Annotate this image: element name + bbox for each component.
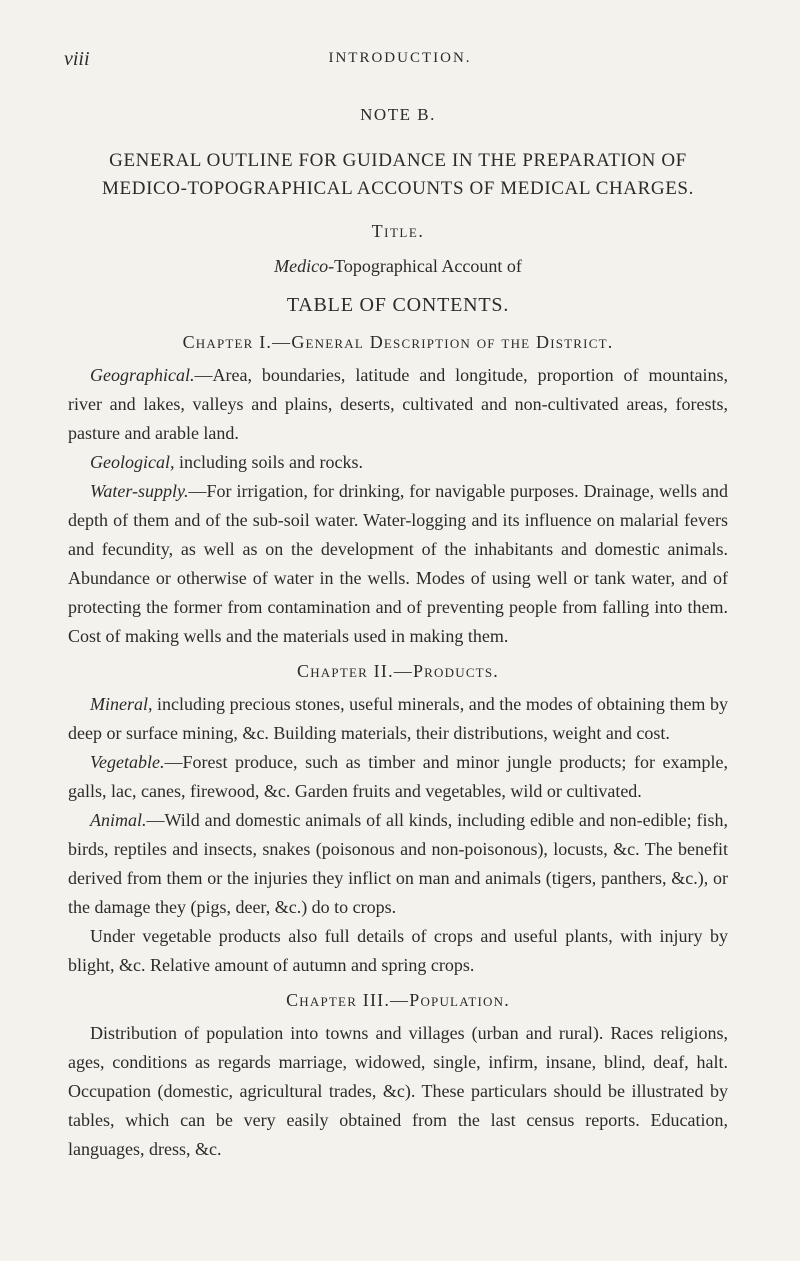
paragraph-text: including precious stones, useful minerals, and the modes of obtaining them by deep or surface mining, &c. Building materials, their distributions, weight and cost.: [68, 694, 728, 743]
chapter-heading: Chapter II.—Products.: [297, 661, 499, 681]
paragraph-lead: Animal.: [90, 810, 147, 830]
paragraph-text: —Area, boundaries, latitude and longitude, proportion of mountains, river and lakes, valleys and plains, deserts, cultivated and non-cultivated areas, forests, pasture and arable land.: [68, 365, 728, 443]
title-label: Title.: [371, 221, 425, 241]
table-of-contents-heading: TABLE OF CONTENTS.: [286, 294, 510, 316]
paragraph-lead: Mineral,: [90, 694, 153, 714]
chapter-heading: Chapter I.—General Description of the District.: [182, 332, 614, 352]
subtitle: [68, 252, 728, 281]
paragraph: [68, 477, 728, 651]
paragraph-text: —Forest produce, such as timber and minor jungle products; for example, galls, lac, canes, firewood, &c. Garden fruits and vegetables, wild or cultivated.: [68, 752, 728, 801]
paragraph: [68, 448, 728, 477]
paragraph: [68, 361, 728, 448]
paragraph: [68, 922, 728, 980]
page-body: [68, 100, 728, 1164]
paragraph-text: —Wild and domestic animals of all kinds, including edible and non-edible; fish, birds, reptiles and insects, snakes (poisonous and non-poisonous), locusts, &c. The benefit derived from them or the injuries they inflict on man and animals (tigers, panthers, &c.), or the damage they (pigs, deer, &c.) do to crops.: [68, 810, 728, 917]
paragraph: [68, 806, 728, 922]
paragraph-lead: Water-supply.: [90, 481, 189, 501]
paragraph: [68, 1019, 728, 1164]
chapter-heading: Chapter III.—Population.: [286, 990, 510, 1010]
paragraph-text: —For irrigation, for drinking, for navigable purposes. Drainage, wells and depth of them and of the sub-soil water. Water-logging and its influence on malarial fevers and fecundity, as well as on the development of the inhabitants and domestic animals. Abundance or otherwise of water in the wells. Modes of using well or tank water, and of protecting the former from contamination and of preventing people from falling into them. Cost of making wells and the materials used in making them.: [68, 481, 728, 646]
paragraph-text: including soils and rocks.: [174, 452, 363, 472]
paragraph-text: Under vegetable products also full details of crops and useful plants, with injury by blight, &c. Relative amount of autumn and spring crops.: [68, 926, 728, 975]
paragraph: [68, 748, 728, 806]
paragraph-lead: Vegetable.: [90, 752, 165, 772]
paragraph-lead: Geological,: [90, 452, 175, 472]
subtitle-rest: -Topographical Account of: [328, 256, 522, 276]
page-number: viii: [64, 48, 90, 70]
note-label: NOTE B.: [360, 105, 436, 124]
paragraph: [68, 690, 728, 748]
running-head: [0, 48, 800, 78]
paragraph-lead: Geographical.: [90, 365, 195, 385]
paragraph-text: Distribution of population into towns and villages (urban and rural). Races religions, ages, conditions as regards marriage, widowed, single, infirm, insane, blind, deaf, halt. Occupation (domestic, agricultural trades, &c). These particulars should be illustrated by tables, which can be very easily obtained from the last census reports. Education, languages, dress, &c.: [68, 1023, 728, 1159]
main-title: GENERAL OUTLINE FOR GUIDANCE IN THE PREPARATION OF MEDICO-TOPOGRAPHICAL ACCOUNTS OF MEDICAL CHARGES.: [102, 150, 694, 199]
running-title: INTRODUCTION.: [328, 50, 472, 66]
subtitle-italic: Medico: [274, 256, 329, 276]
